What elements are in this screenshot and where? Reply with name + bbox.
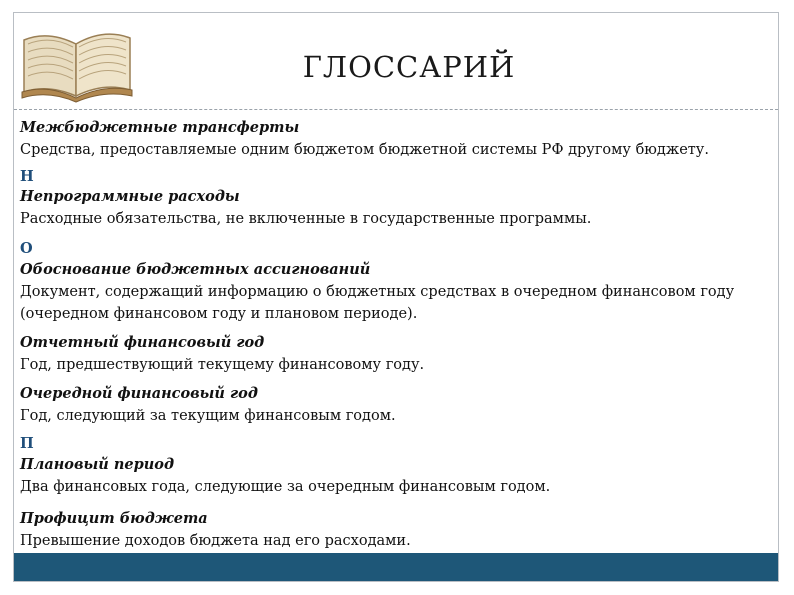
term: Межбюджетные трансферты	[20, 119, 300, 136]
glossary-entry	[20, 259, 772, 325]
letter-heading: Н	[20, 168, 34, 185]
definition: Средства, предоставляемые одним бюджетом бюджетной системы РФ другому бюджету.	[20, 142, 709, 158]
letter-heading: П	[20, 435, 34, 452]
definition: Два финансовых года, следующие за очередным финансовым годом.	[20, 479, 551, 495]
glossary-entry	[20, 117, 772, 161]
glossary-entry	[20, 383, 772, 427]
term: Очередной финансовый год	[20, 385, 258, 402]
term: Непрограммные расходы	[20, 188, 240, 205]
definition: Документ, содержащий информацию о бюджетных средствах в очередном финансовом году (очередном финансовом году и плановом периоде).	[20, 284, 735, 322]
definition: Год, предшествующий текущему финансовому году.	[20, 357, 425, 373]
definition: Год, следующий за текущим финансовым годом.	[20, 408, 396, 424]
term: Отчетный финансовый год	[20, 334, 265, 351]
glossary-entry	[20, 186, 772, 230]
glossary-entry	[20, 332, 772, 376]
glossary-entry	[20, 454, 772, 498]
footer-bar	[14, 553, 778, 581]
glossary-entry	[20, 508, 772, 552]
glossary-list	[14, 110, 778, 552]
definition: Расходные обязательства, не включенные в государственные программы.	[20, 211, 592, 227]
letter-heading: О	[20, 240, 33, 257]
term: Обоснование бюджетных ассигнований	[20, 261, 371, 278]
term: Профицит бюджета	[20, 510, 208, 527]
term: Плановый период	[20, 456, 175, 473]
page-title: ГЛОССАРИЙ	[302, 50, 516, 84]
definition: Превышение доходов бюджета над его расходами.	[20, 533, 411, 549]
